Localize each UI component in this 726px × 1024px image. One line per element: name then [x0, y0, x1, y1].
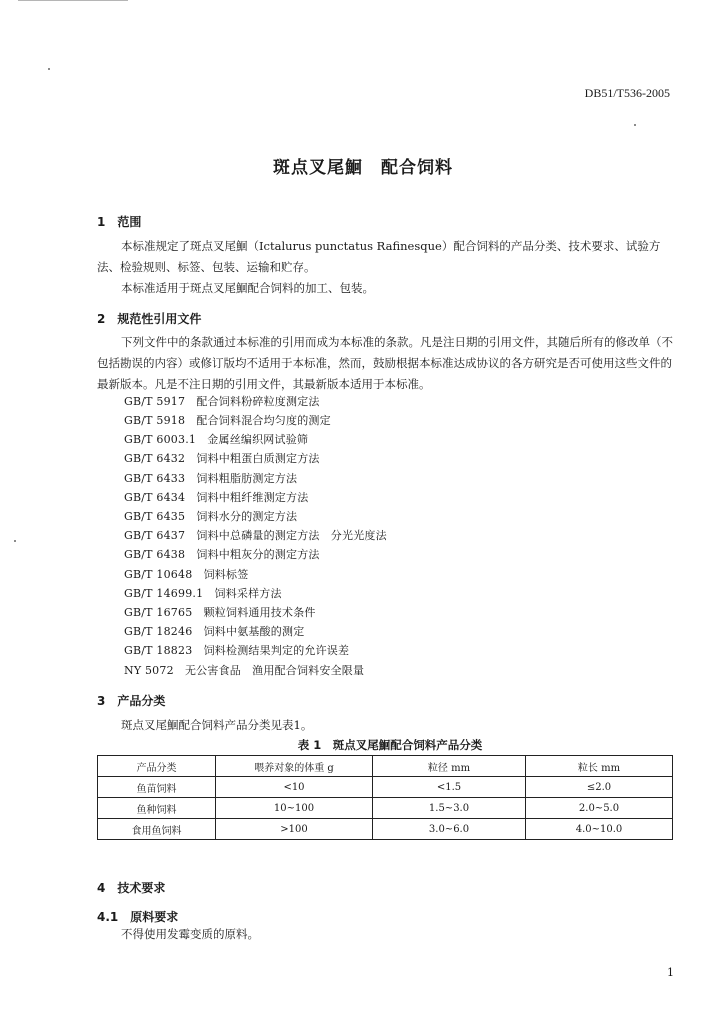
table-cell: 10~100	[216, 798, 373, 819]
scan-speck	[14, 540, 16, 542]
scan-top-line	[18, 0, 128, 1]
table-header-cell: 产品分类	[98, 756, 216, 777]
document-title: 斑点叉尾鮰 配合饲料	[273, 158, 453, 178]
document-number: DB51/T536-2005	[584, 86, 670, 100]
section-3-heading: 3 产品分类	[97, 694, 166, 708]
table-header-cell: 粒长 mm	[526, 756, 673, 777]
table-row	[98, 798, 673, 819]
table-cell: ≤2.0	[526, 777, 673, 798]
table-cell: 鱼苗饲料	[98, 777, 216, 798]
table-cell: >100	[216, 819, 373, 840]
section-4-heading: 4 技术要求	[97, 881, 166, 895]
table-row	[98, 819, 673, 840]
section-1-paragraph-1: 本标准规定了斑点叉尾鮰（Ictalurus punctatus Rafinesque）配合饲料的产品分类、技术要求、试验方法、检验规则、标签、包装、运输和贮存。	[97, 239, 661, 274]
reference-item: GB/T 18246 饲料中氨基酸的测定	[124, 625, 305, 638]
table-cell: 鱼种饲料	[98, 798, 216, 819]
table-row	[98, 777, 673, 798]
reference-item: GB/T 18823 饲料检测结果判定的允许误差	[124, 644, 350, 657]
reference-item: GB/T 6435 饲料水分的测定方法	[124, 510, 298, 523]
reference-item: GB/T 6437 饲料中总磷量的测定方法 分光光度法	[124, 529, 387, 542]
section-2-paragraph-1: 下列文件中的条款通过本标准的引用而成为本标准的条款。凡是注日期的引用文件，其随后所有的修改单（不包括勘误的内容）或修订版均不适用于本标准，然而，鼓励根据本标准达成协议的各方研究是否可使用这些文件的最新版本。凡是不注日期的引用文件，其最新版本适用于本标准。	[97, 335, 673, 391]
table-1-caption: 表 1 斑点叉尾鮰配合饲料产品分类	[297, 738, 483, 752]
reference-item: GB/T 16765 颗粒饲料通用技术条件	[124, 606, 316, 619]
section-1-heading: 1 范围	[97, 215, 142, 229]
section-4-1-heading: 4.1 原料要求	[97, 910, 179, 924]
section-3-paragraph-1: 斑点叉尾鮰配合饲料产品分类见表1。	[121, 718, 313, 732]
scan-speck	[634, 124, 636, 126]
table-cell: 2.0~5.0	[526, 798, 673, 819]
product-classification-table	[97, 755, 673, 840]
table-cell: <10	[216, 777, 373, 798]
reference-item: GB/T 6432 饲料中粗蛋白质测定方法	[124, 452, 320, 465]
reference-item: GB/T 6433 饲料粗脂肪测定方法	[124, 472, 298, 485]
page-number: 1	[667, 966, 674, 979]
table-cell: <1.5	[373, 777, 526, 798]
reference-item: GB/T 5918 配合饲料混合均匀度的测定	[124, 414, 331, 427]
table-cell: 1.5~3.0	[373, 798, 526, 819]
reference-item: GB/T 5917 配合饲料粉碎粒度测定法	[124, 395, 320, 408]
table-header-cell: 粒径 mm	[373, 756, 526, 777]
reference-item: GB/T 6003.1 金属丝编织网试验筛	[124, 433, 309, 446]
section-2-heading: 2 规范性引用文件	[97, 312, 202, 326]
scan-speck	[48, 68, 50, 70]
table-cell: 3.0~6.0	[373, 819, 526, 840]
section-1-paragraph-2: 本标准适用于斑点叉尾鮰配合饲料的加工、包装。	[121, 281, 374, 295]
reference-item: GB/T 10648 饲料标签	[124, 568, 249, 581]
table-header-row	[98, 756, 673, 777]
reference-item: GB/T 6434 饲料中粗纤维测定方法	[124, 491, 309, 504]
reference-item: GB/T 14699.1 饲料采样方法	[124, 587, 282, 600]
section-4-1-paragraph: 不得使用发霉变质的原料。	[121, 927, 259, 941]
table-header-cell: 喂养对象的体重 g	[216, 756, 373, 777]
table-cell: 食用鱼饲料	[98, 819, 216, 840]
reference-item: GB/T 6438 饲料中粗灰分的测定方法	[124, 548, 320, 561]
table-cell: 4.0~10.0	[526, 819, 673, 840]
reference-item: NY 5072 无公害食品 渔用配合饲料安全限量	[124, 664, 365, 677]
